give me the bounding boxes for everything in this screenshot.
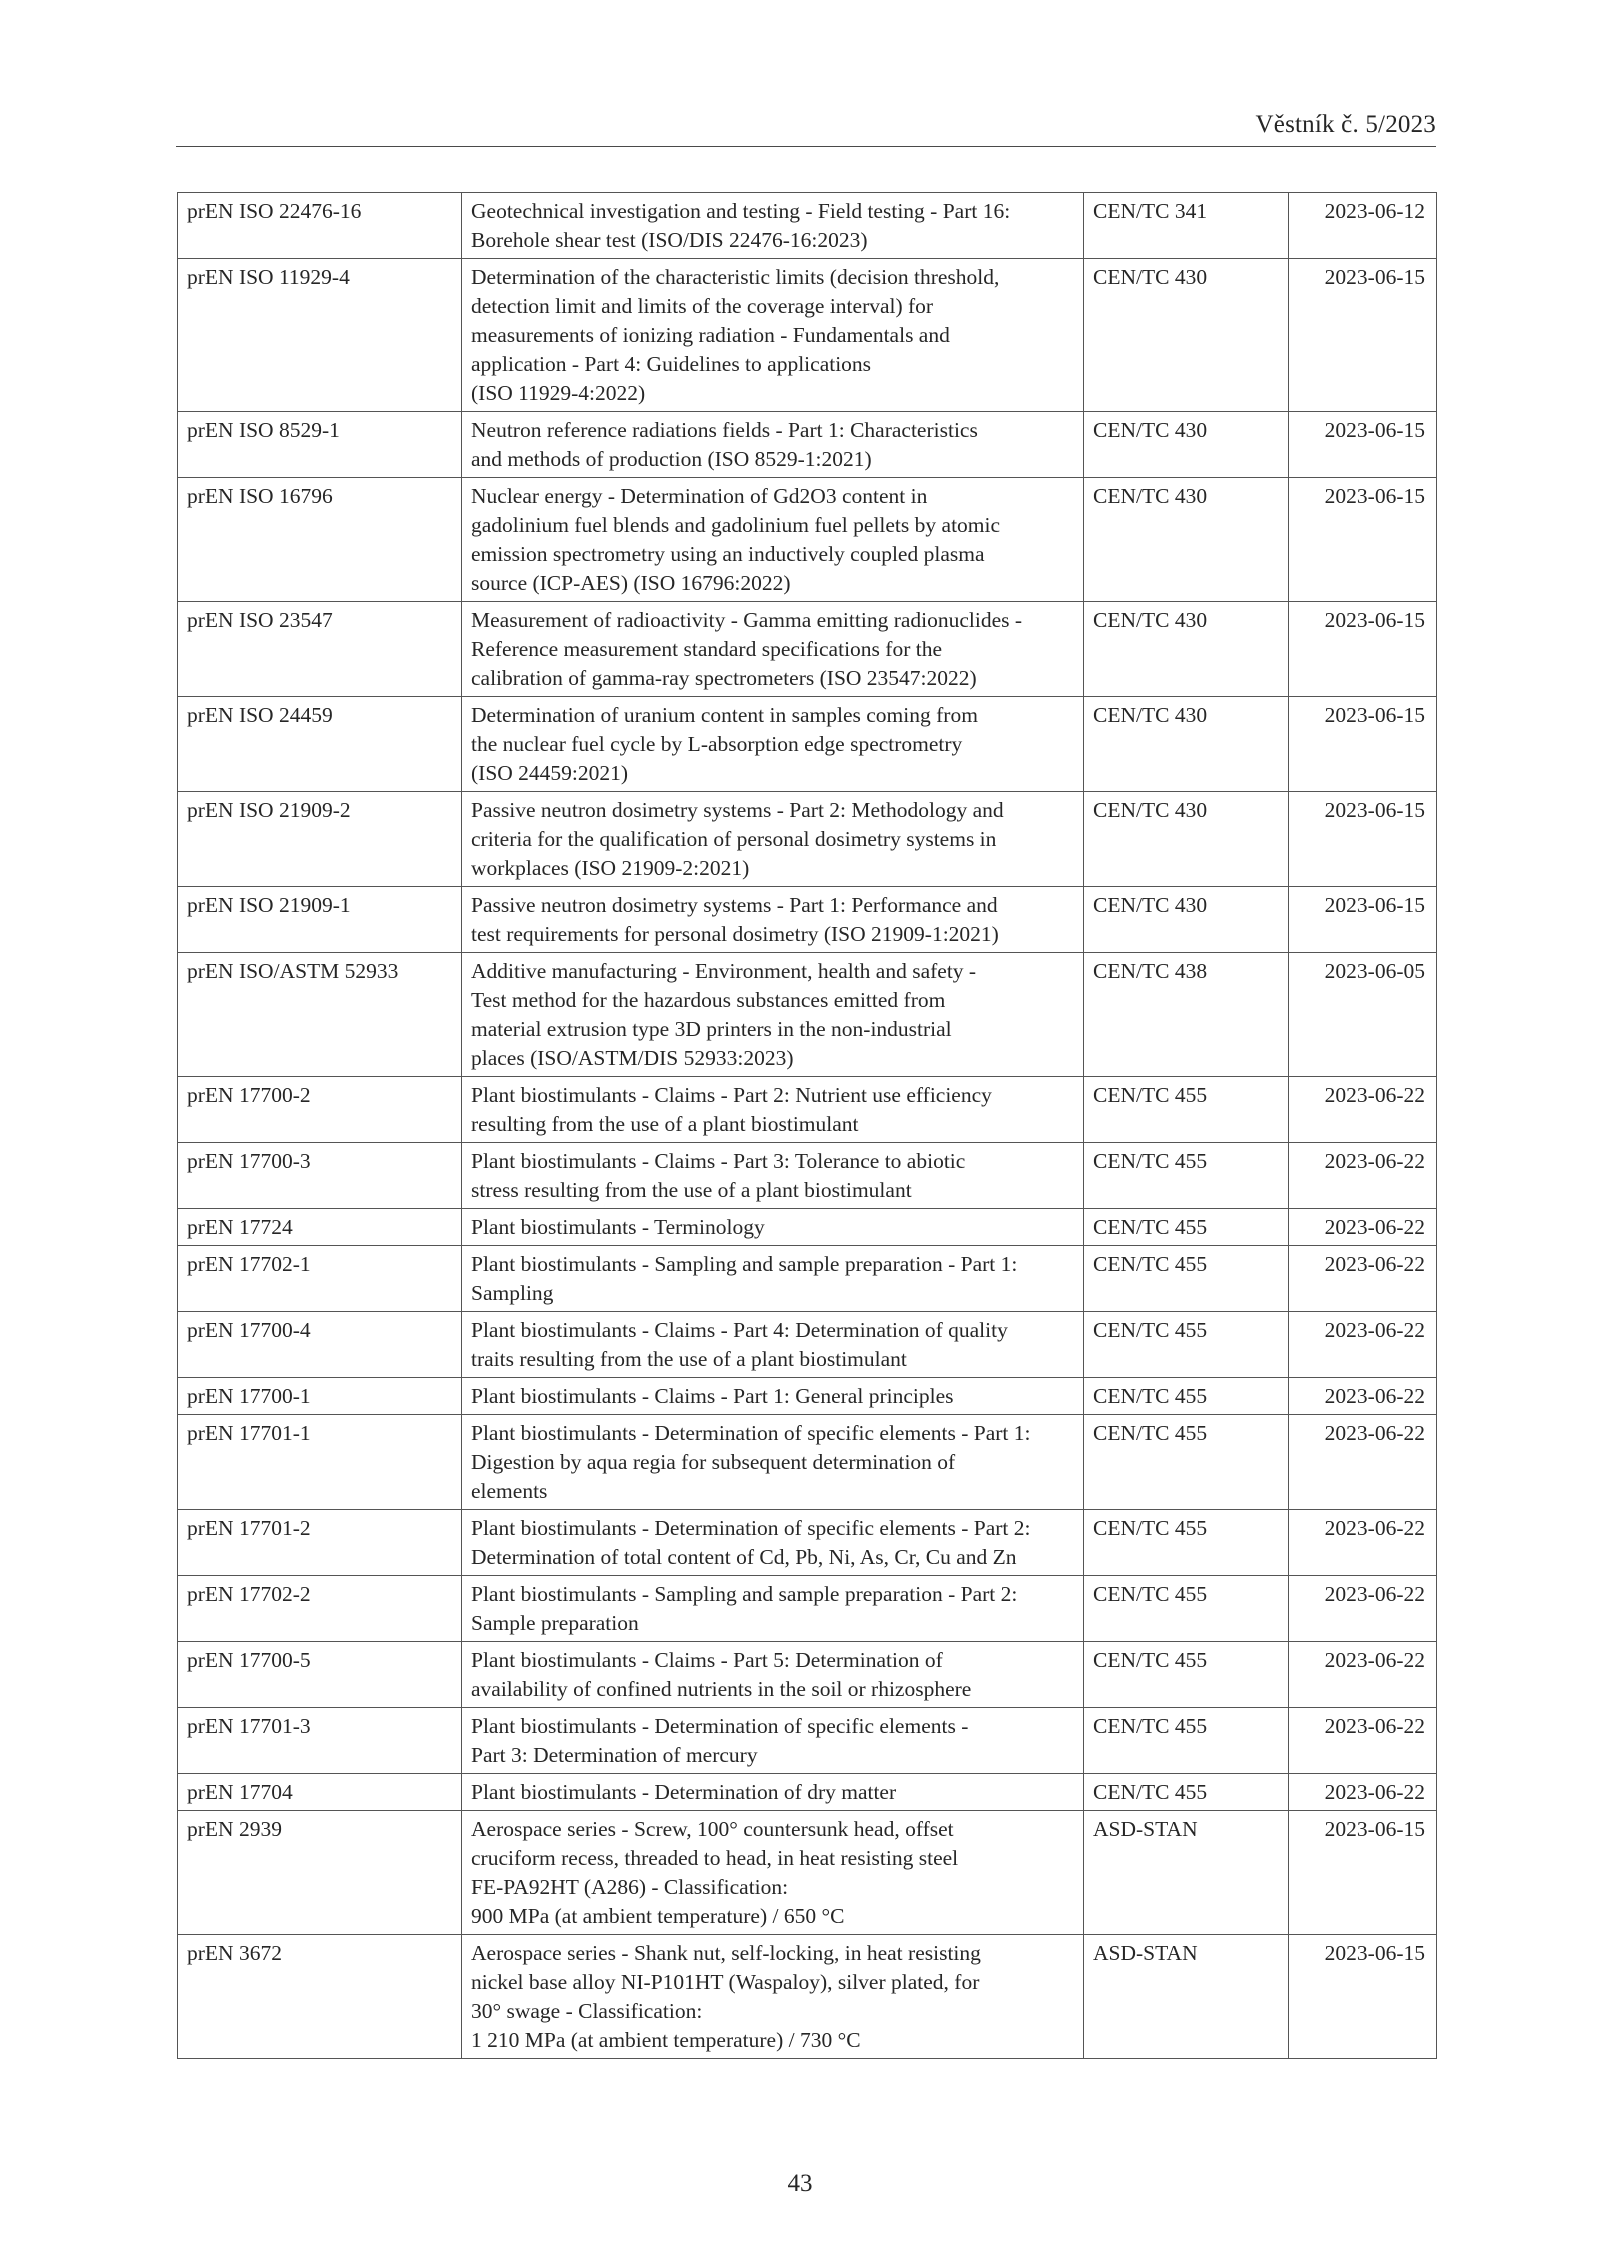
standard-title-line: Reference measurement standard specifications for the [471, 637, 942, 661]
standard-title-line: Geotechnical investigation and testing - Field testing - Part 16: [471, 199, 1011, 223]
standard-title [462, 1143, 1084, 1209]
standard-code: prEN 17700-4 [178, 1312, 462, 1378]
standard-code: prEN ISO 23547 [178, 602, 462, 697]
standard-title-line: traits resulting from the use of a plant biostimulant [471, 1347, 907, 1371]
technical-committee: CEN/TC 455 [1084, 1415, 1289, 1510]
technical-committee: CEN/TC 455 [1084, 1077, 1289, 1143]
standard-title-line: stress resulting from the use of a plant biostimulant [471, 1178, 912, 1202]
comment-deadline: 2023-06-22 [1289, 1209, 1437, 1246]
table-row [178, 1708, 1437, 1774]
table-row [178, 1935, 1437, 2059]
table-row [178, 1811, 1437, 1935]
standard-code: prEN 17704 [178, 1774, 462, 1811]
table-row [178, 259, 1437, 412]
standard-title-line: criteria for the qualification of personal dosimetry systems in [471, 827, 997, 851]
standard-title-line: 30° swage - Classification: [471, 1999, 703, 2023]
standard-title-line: nickel base alloy NI-P101HT (Waspaloy), silver plated, for [471, 1970, 980, 1994]
standards-table [177, 192, 1437, 2059]
standard-title-line: Plant biostimulants - Sampling and sample preparation - Part 1: [471, 1252, 1018, 1276]
standard-title [462, 412, 1084, 478]
standard-title-line: Neutron reference radiations fields - Part 1: Characteristics [471, 418, 978, 442]
table-row [178, 1642, 1437, 1708]
standard-code: prEN 17702-2 [178, 1576, 462, 1642]
technical-committee: CEN/TC 455 [1084, 1143, 1289, 1209]
table-row [178, 478, 1437, 602]
table-row [178, 1077, 1437, 1143]
standard-title-line: Passive neutron dosimetry systems - Part 2: Methodology and [471, 798, 1004, 822]
standard-title-line: Plant biostimulants - Determination of dry matter [471, 1780, 897, 1804]
standard-code: prEN ISO/ASTM 52933 [178, 953, 462, 1077]
standard-title-line: (ISO 24459:2021) [471, 761, 629, 785]
comment-deadline: 2023-06-22 [1289, 1077, 1437, 1143]
standard-title-line: places (ISO/ASTM/DIS 52933:2023) [471, 1046, 794, 1070]
standard-title-line: Nuclear energy - Determination of Gd2O3 content in [471, 484, 928, 508]
standard-code: prEN ISO 22476-16 [178, 193, 462, 259]
standard-title [462, 1935, 1084, 2059]
standard-title [462, 697, 1084, 792]
table-row [178, 193, 1437, 259]
standard-title-line: Plant biostimulants - Determination of specific elements - [471, 1714, 969, 1738]
table-row [178, 412, 1437, 478]
standard-title-line: availability of confined nutrients in the soil or rhizosphere [471, 1677, 972, 1701]
standard-title [462, 953, 1084, 1077]
standard-title-line: FE-PA92HT (A286) - Classification: [471, 1875, 789, 1899]
standard-code: prEN 17724 [178, 1209, 462, 1246]
standard-title-line: Determination of the characteristic limits (decision threshold, [471, 265, 1000, 289]
standard-title-line: application - Part 4: Guidelines to applications [471, 352, 872, 376]
standard-code: prEN 17700-2 [178, 1077, 462, 1143]
technical-committee: CEN/TC 455 [1084, 1209, 1289, 1246]
technical-committee: CEN/TC 430 [1084, 792, 1289, 887]
standard-title-line: Test method for the hazardous substances emitted from [471, 988, 946, 1012]
comment-deadline: 2023-06-05 [1289, 953, 1437, 1077]
table-row [178, 1774, 1437, 1811]
standard-title-line: Plant biostimulants - Claims - Part 5: Determination of [471, 1648, 943, 1672]
comment-deadline: 2023-06-15 [1289, 1811, 1437, 1935]
standard-title-line: Plant biostimulants - Claims - Part 3: Tolerance to abiotic [471, 1149, 966, 1173]
standard-title-line: Part 3: Determination of mercury [471, 1743, 758, 1767]
table-row [178, 1143, 1437, 1209]
standard-code: prEN ISO 8529-1 [178, 412, 462, 478]
standard-title-line: material extrusion type 3D printers in the non-industrial [471, 1017, 952, 1041]
standard-title-line: Plant biostimulants - Terminology [471, 1215, 765, 1239]
page-header [176, 112, 1436, 147]
standard-title [462, 1708, 1084, 1774]
technical-committee: CEN/TC 455 [1084, 1510, 1289, 1576]
technical-committee: CEN/TC 455 [1084, 1246, 1289, 1312]
standard-title [462, 193, 1084, 259]
standard-title [462, 1576, 1084, 1642]
standard-title-line: Plant biostimulants - Sampling and sample preparation - Part 2: [471, 1582, 1018, 1606]
standard-code: prEN 17700-5 [178, 1642, 462, 1708]
standard-code: prEN ISO 11929-4 [178, 259, 462, 412]
table-row [178, 887, 1437, 953]
technical-committee: CEN/TC 430 [1084, 478, 1289, 602]
table-row [178, 1209, 1437, 1246]
table-row [178, 1378, 1437, 1415]
standard-title-line: Measurement of radioactivity - Gamma emitting radionuclides - [471, 608, 1023, 632]
standard-title-line: 900 MPa (at ambient temperature) / 650 °C [471, 1904, 845, 1928]
standard-title-line: and methods of production (ISO 8529-1:2021) [471, 447, 872, 471]
comment-deadline: 2023-06-22 [1289, 1774, 1437, 1811]
standards-table-body [178, 193, 1437, 2059]
table-row [178, 1510, 1437, 1576]
standard-title-line: Digestion by aqua regia for subsequent determination of [471, 1450, 956, 1474]
standard-title [462, 1246, 1084, 1312]
technical-committee: CEN/TC 430 [1084, 697, 1289, 792]
standard-code: prEN ISO 21909-1 [178, 887, 462, 953]
standard-code: prEN 17702-1 [178, 1246, 462, 1312]
comment-deadline: 2023-06-22 [1289, 1708, 1437, 1774]
standard-title-line: Aerospace series - Screw, 100° countersunk head, offset [471, 1817, 954, 1841]
standard-title-line: resulting from the use of a plant biostimulant [471, 1112, 859, 1136]
standard-title [462, 1312, 1084, 1378]
technical-committee: CEN/TC 455 [1084, 1642, 1289, 1708]
standard-title-line: cruciform recess, threaded to head, in heat resisting steel [471, 1846, 959, 1870]
technical-committee: CEN/TC 438 [1084, 953, 1289, 1077]
journal-title: Věstník č. 5/2023 [1255, 111, 1436, 138]
comment-deadline: 2023-06-15 [1289, 1935, 1437, 2059]
comment-deadline: 2023-06-22 [1289, 1415, 1437, 1510]
technical-committee: CEN/TC 455 [1084, 1774, 1289, 1811]
standard-code: prEN ISO 24459 [178, 697, 462, 792]
standard-title [462, 1077, 1084, 1143]
technical-committee: CEN/TC 430 [1084, 887, 1289, 953]
standard-title-line: workplaces (ISO 21909-2:2021) [471, 856, 750, 880]
standard-title [462, 259, 1084, 412]
standard-title [462, 478, 1084, 602]
standard-title [462, 792, 1084, 887]
standard-title-line: Sample preparation [471, 1611, 639, 1635]
table-row [178, 602, 1437, 697]
table-row [178, 792, 1437, 887]
standard-title-line: 1 210 MPa (at ambient temperature) / 730 °C [471, 2028, 861, 2052]
standard-title-line: (ISO 11929-4:2022) [471, 381, 646, 405]
standard-title-line: the nuclear fuel cycle by L-absorption edge spectrometry [471, 732, 963, 756]
standard-title [462, 1774, 1084, 1811]
standard-title-line: gadolinium fuel blends and gadolinium fuel pellets by atomic [471, 513, 1001, 537]
standard-title [462, 1209, 1084, 1246]
comment-deadline: 2023-06-15 [1289, 792, 1437, 887]
standard-title [462, 1811, 1084, 1935]
standard-code: prEN ISO 21909-2 [178, 792, 462, 887]
standard-title [462, 1642, 1084, 1708]
standard-title [462, 1510, 1084, 1576]
standard-code: prEN 17701-3 [178, 1708, 462, 1774]
comment-deadline: 2023-06-15 [1289, 697, 1437, 792]
standard-title-line: Aerospace series - Shank nut, self-locking, in heat resisting [471, 1941, 981, 1965]
comment-deadline: 2023-06-15 [1289, 602, 1437, 697]
comment-deadline: 2023-06-15 [1289, 412, 1437, 478]
standard-code: prEN ISO 16796 [178, 478, 462, 602]
technical-committee: CEN/TC 455 [1084, 1378, 1289, 1415]
standard-title-line: Borehole shear test (ISO/DIS 22476-16:2023) [471, 228, 868, 252]
comment-deadline: 2023-06-22 [1289, 1246, 1437, 1312]
standard-code: prEN 17700-3 [178, 1143, 462, 1209]
technical-committee: ASD-STAN [1084, 1811, 1289, 1935]
comment-deadline: 2023-06-22 [1289, 1143, 1437, 1209]
comment-deadline: 2023-06-22 [1289, 1576, 1437, 1642]
table-row [178, 1246, 1437, 1312]
standard-title-line: measurements of ionizing radiation - Fundamentals and [471, 323, 950, 347]
standard-title-line: calibration of gamma-ray spectrometers (ISO 23547:2022) [471, 666, 977, 690]
table-row [178, 697, 1437, 792]
standard-title-line: Plant biostimulants - Determination of specific elements - Part 1: [471, 1421, 1031, 1445]
standard-title-line: test requirements for personal dosimetry (ISO 21909-1:2021) [471, 922, 999, 946]
technical-committee: CEN/TC 455 [1084, 1708, 1289, 1774]
technical-committee: ASD-STAN [1084, 1935, 1289, 2059]
standard-title-line: source (ICP-AES) (ISO 16796:2022) [471, 571, 791, 595]
standard-title-line: Sampling [471, 1281, 554, 1305]
standard-title-line: Passive neutron dosimetry systems - Part 1: Performance and [471, 893, 998, 917]
standard-title [462, 1415, 1084, 1510]
standard-title-line: Additive manufacturing - Environment, health and safety - [471, 959, 977, 983]
standard-code: prEN 3672 [178, 1935, 462, 2059]
table-row [178, 1415, 1437, 1510]
standard-title-line: Plant biostimulants - Claims - Part 1: General principles [471, 1384, 954, 1408]
standard-title-line: emission spectrometry using an inductively coupled plasma [471, 542, 985, 566]
page-number: 43 [787, 2170, 813, 2197]
comment-deadline: 2023-06-22 [1289, 1642, 1437, 1708]
standard-title-line: Determination of total content of Cd, Pb, Ni, As, Cr, Cu and Zn [471, 1545, 1017, 1569]
standard-title-line: Plant biostimulants - Determination of specific elements - Part 2: [471, 1516, 1031, 1540]
comment-deadline: 2023-06-15 [1289, 259, 1437, 412]
table-row [178, 953, 1437, 1077]
technical-committee: CEN/TC 455 [1084, 1312, 1289, 1378]
comment-deadline: 2023-06-22 [1289, 1510, 1437, 1576]
comment-deadline: 2023-06-22 [1289, 1312, 1437, 1378]
technical-committee: CEN/TC 430 [1084, 602, 1289, 697]
standard-code: prEN 17701-1 [178, 1415, 462, 1510]
technical-committee: CEN/TC 341 [1084, 193, 1289, 259]
table-row [178, 1576, 1437, 1642]
standard-title-line: Determination of uranium content in samples coming from [471, 703, 978, 727]
standard-title [462, 887, 1084, 953]
standard-title-line: detection limit and limits of the coverage interval) for [471, 294, 934, 318]
technical-committee: CEN/TC 430 [1084, 412, 1289, 478]
technical-committee: CEN/TC 430 [1084, 259, 1289, 412]
comment-deadline: 2023-06-12 [1289, 193, 1437, 259]
standard-code: prEN 17700-1 [178, 1378, 462, 1415]
standard-title-line: Plant biostimulants - Claims - Part 4: Determination of quality [471, 1318, 1008, 1342]
comment-deadline: 2023-06-22 [1289, 1378, 1437, 1415]
standard-title-line: elements [471, 1479, 548, 1503]
standard-code: prEN 2939 [178, 1811, 462, 1935]
standard-code: prEN 17701-2 [178, 1510, 462, 1576]
comment-deadline: 2023-06-15 [1289, 478, 1437, 602]
standard-title-line: Plant biostimulants - Claims - Part 2: Nutrient use efficiency [471, 1083, 992, 1107]
technical-committee: CEN/TC 455 [1084, 1576, 1289, 1642]
table-row [178, 1312, 1437, 1378]
standard-title [462, 1378, 1084, 1415]
standard-title [462, 602, 1084, 697]
comment-deadline: 2023-06-15 [1289, 887, 1437, 953]
